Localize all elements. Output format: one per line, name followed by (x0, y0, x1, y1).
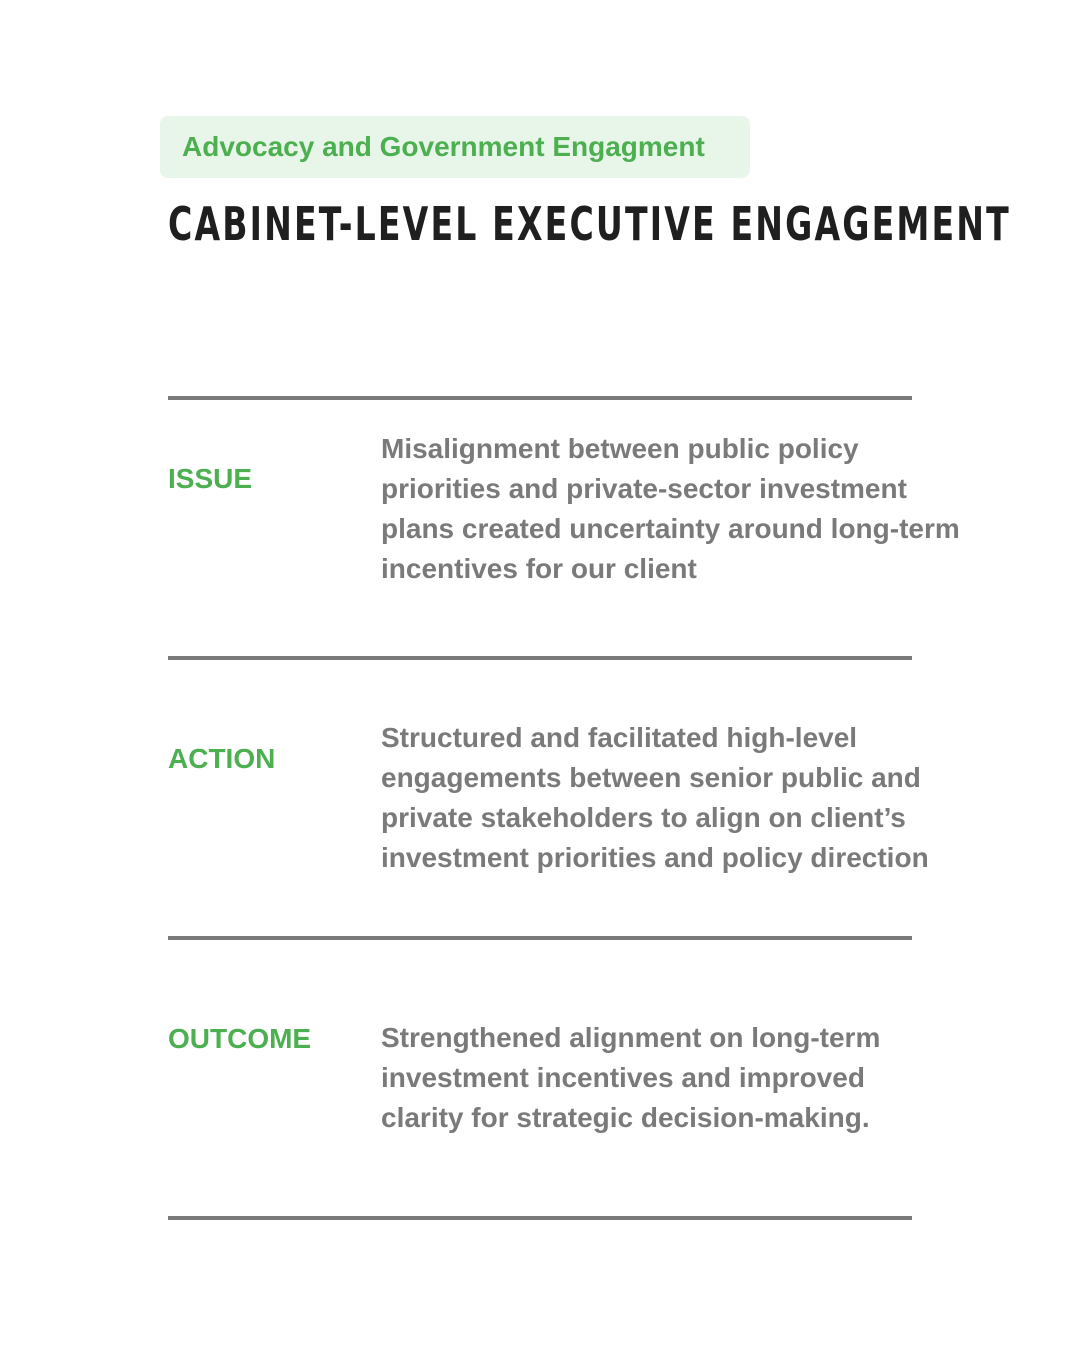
category-tag: Advocacy and Government Engagment (160, 116, 750, 178)
page-title: CABINET-LEVEL EXECUTIVE ENGAGEMENT (168, 197, 1011, 251)
outcome-label: OUTCOME (168, 1023, 312, 1054)
divider-action-outcome (168, 936, 912, 940)
action-text: Structured and facilitated high-level engagements between senior public and private stakeholders to align on client’s investment priorities and policy direction (381, 722, 929, 873)
divider-top (168, 396, 912, 400)
divider-issue-action (168, 656, 912, 660)
issue-label: ISSUE (168, 463, 253, 494)
action-label: ACTION (168, 743, 276, 774)
divider-bottom (168, 1216, 912, 1220)
outcome-text: Strengthened alignment on long-term investment incentives and improved clarity for strategic decision-making. (381, 1022, 881, 1133)
issue-text: Misalignment between public policy priorities and private-sector investment plans created uncertainty around long-term incentives for our client (381, 433, 960, 584)
